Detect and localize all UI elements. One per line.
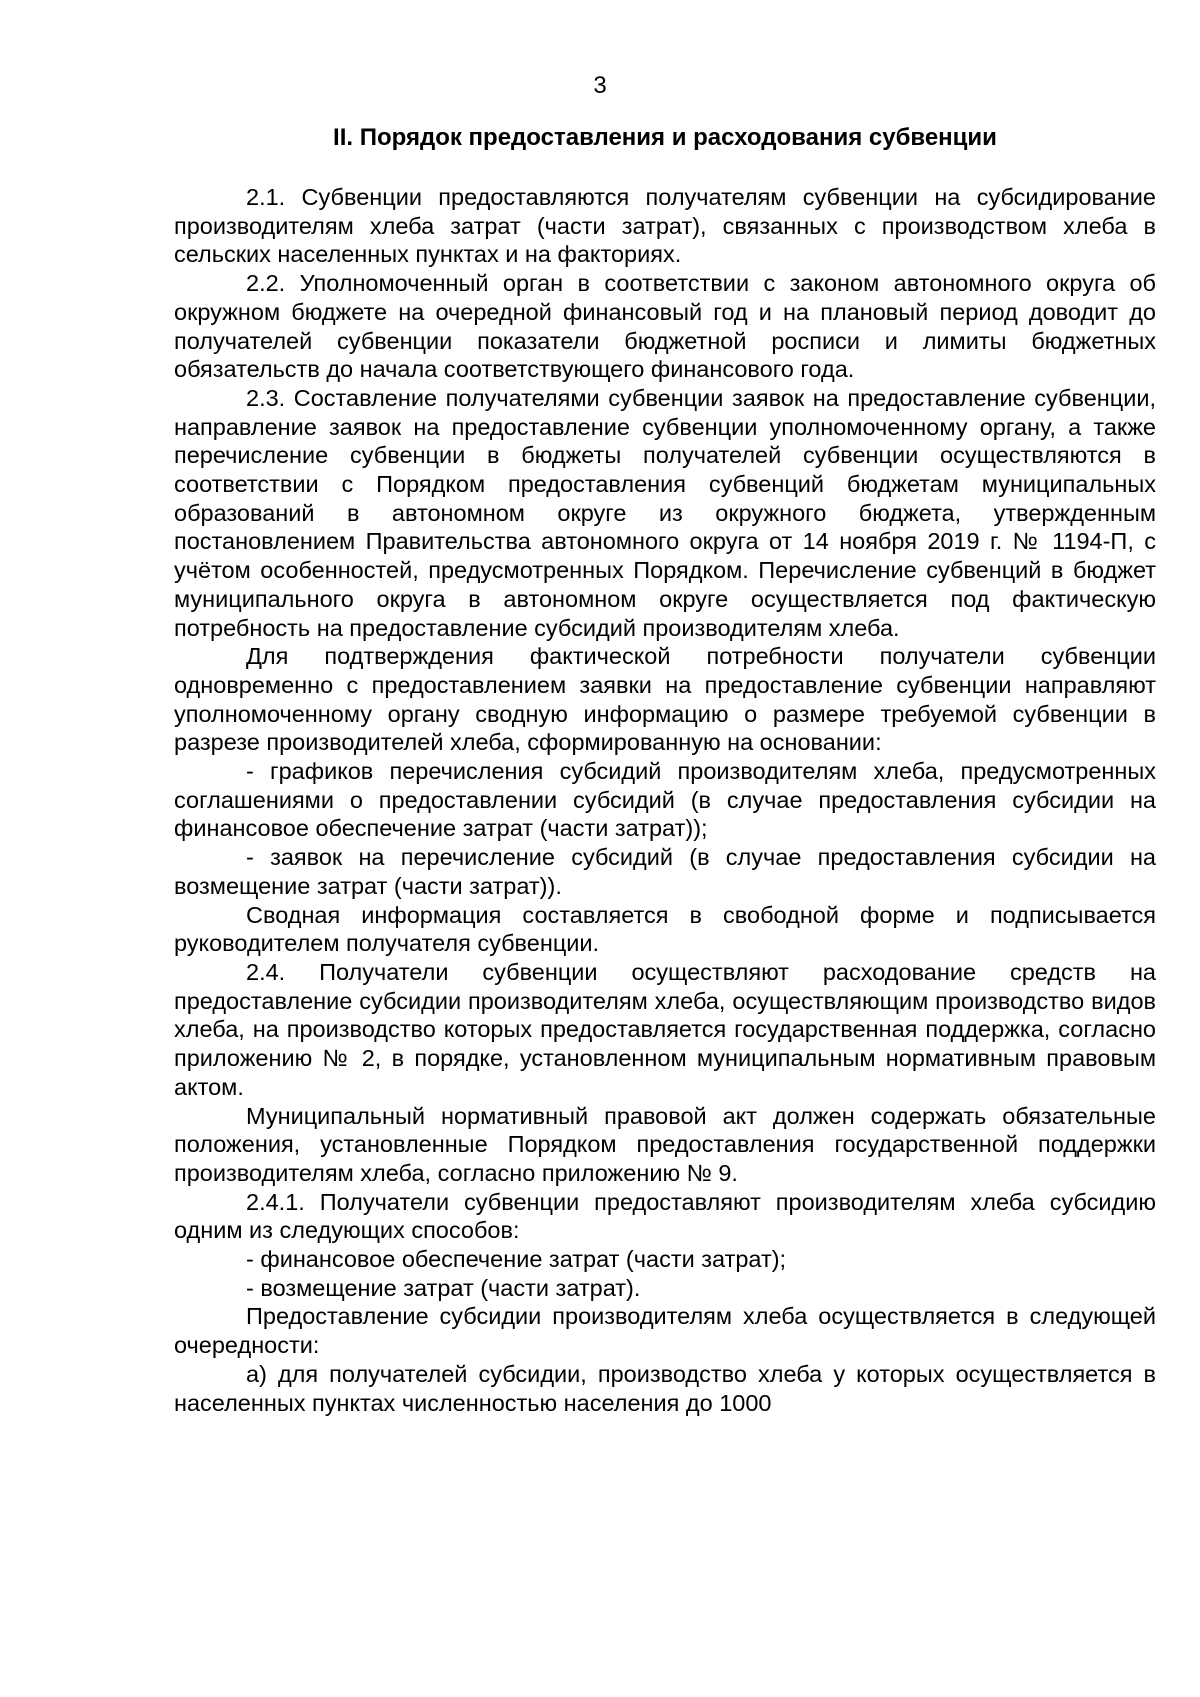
document-body (174, 183, 1156, 1417)
list-item-schedules: - графиков перечисления субсидий производителям хлеба, предусмотренных соглашениями о предоставлении субсидий (в случае предоставления субсидии на финансовое обеспечение затрат (части затрат)); (174, 758, 1156, 842)
list-item-reimbursement: - возмещение затрат (части затрат). (246, 1274, 641, 1301)
paragraph-confirmation: Для подтверждения фактической потребности получатели субвенции одновременно с предоставлением заявки на предоставление субвенции направляют уполномоченному органу сводную информацию о размере требуемой субвенции в разрезе производителей хлеба, сформированную на основании: (174, 643, 1156, 756)
paragraph-municipal-act: Муниципальный нормативный правовой акт должен содержать обязательные положения, установленные Порядком предоставления государственной поддержки производителям хлеба, согласно приложению № 9. (174, 1102, 1156, 1186)
page-number: 3 (593, 72, 607, 99)
paragraph-priority: Предоставление субсидии производителям хлеба осуществляется в следующей очередности: (174, 1303, 1156, 1359)
paragraph-2-3: 2.3. Составление получателями субвенции заявок на предоставление субвенции, направление заявок на предоставление субвенции уполномоченному органу, а также перечисление субвенции в бюджеты получателей субвенции осуществляются в соответствии с Порядком предоставления субвенций бюджетам муниципальных образований в автономном округе из окружного бюджета, утвержденным постановлением Правительства автономного округа от 14 ноября 2019 г. № 1194-П, с учётом особенностей, предусмотренных Порядком. Перечисление субвенций в бюджет муниципального округа в автономном округе осуществляется под фактическую потребность на предоставление субсидий производителям хлеба. (174, 384, 1156, 641)
paragraph-2-2: 2.2. Уполномоченный орган в соответствии с законом автономного округа об окружном бюджете на очередной финансовый год и на плановый период доводит до получателей субвенции показатели бюджетной росписи и лимиты бюджетных обязательств до начала соответствующего финансового года. (174, 270, 1156, 383)
list-item-financing: - финансовое обеспечение затрат (части затрат); (246, 1246, 787, 1273)
section-title: II. Порядок предоставления и расходования субвенции (333, 124, 997, 151)
paragraph-2-4: 2.4. Получатели субвенции осуществляют расходование средств на предоставление субсидии производителям хлеба, осуществляющим производство видов хлеба, на производство которых предоставляется государственная поддержка, согласно приложению № 2, в порядке, установленном муниципальным нормативным правовым актом. (174, 958, 1156, 1100)
paragraph-2-1: 2.1. Субвенции предоставляются получателям субвенции на субсидирование производителям хлеба затрат (части затрат), связанных с производством хлеба в сельских населенных пунктах и на факториях. (174, 184, 1156, 268)
list-item-a: а) для получателей субсидии, производство хлеба у которых осуществляется в населенных пунктах численностью населения до 1000 (174, 1360, 1156, 1416)
paragraph-2-4-1: 2.4.1. Получатели субвенции предоставляют производителям хлеба субсидию одним из следующих способов: (174, 1188, 1156, 1244)
list-item-applications: - заявок на перечисление субсидий (в случае предоставления субсидии на возмещение затрат (части затрат)). (174, 844, 1156, 899)
paragraph-summary-info: Сводная информация составляется в свободной форме и подписывается руководителем получателя субвенции. (174, 901, 1156, 957)
